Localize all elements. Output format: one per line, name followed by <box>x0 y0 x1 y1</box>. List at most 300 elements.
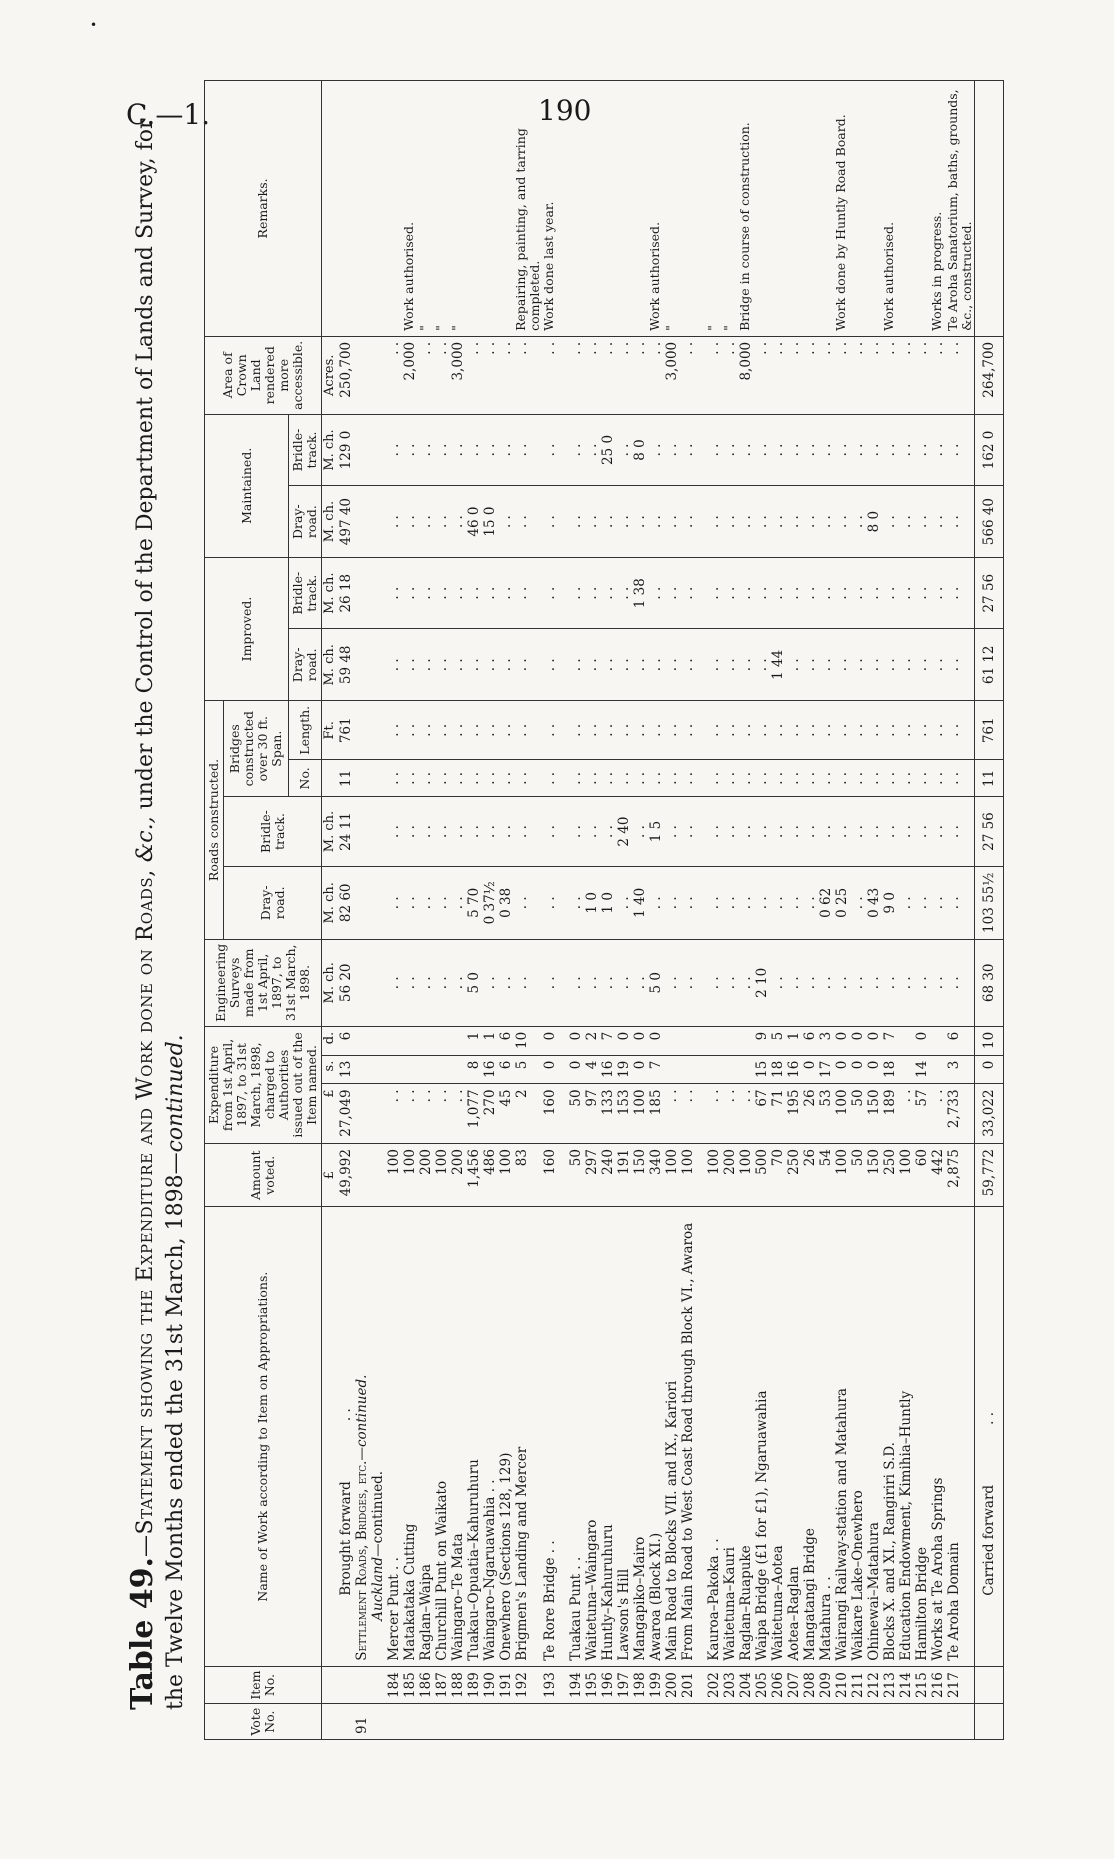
cell-br-no: . . <box>542 760 558 797</box>
cell-area: . . <box>584 336 600 414</box>
cell-mt-bridle: . . <box>834 414 850 486</box>
cell-mt-bridle: . . <box>914 414 930 486</box>
cell-im-bridle: . . <box>386 557 402 629</box>
cell-remarks: " <box>434 81 450 337</box>
col-im-dray: Dray-road. <box>289 629 322 701</box>
cell-amount: 100 <box>664 1144 680 1207</box>
bf-br-len: 761 <box>338 701 354 760</box>
cell-im-dray: . . <box>450 629 466 701</box>
cell-im-bridle: . . <box>648 557 664 629</box>
unit-exp-l: £ <box>322 1084 339 1144</box>
cell-rc-bridle: . . <box>450 797 466 867</box>
cell-br-no: . . <box>568 760 584 797</box>
cell-surveys: . . <box>386 939 402 1026</box>
cell-name: Raglan–Ruapuke <box>738 1207 754 1666</box>
cell-exp-d: 6 <box>946 1026 975 1055</box>
cell-empty <box>418 1704 434 1740</box>
cell-exp-s: 5 <box>514 1055 542 1084</box>
cell-rc-dray: . . <box>706 866 722 939</box>
cell-amount: 150 <box>866 1144 882 1207</box>
unit-exp-d: d. <box>322 1026 339 1055</box>
cell-area: . . <box>632 336 648 414</box>
cell-rc-dray: . . <box>946 866 975 939</box>
cell-rc-bridle: . . <box>930 797 946 867</box>
cell-exp-s: 16 <box>600 1055 616 1084</box>
cell-surveys: . . <box>898 939 914 1026</box>
cell-br-no: . . <box>664 760 680 797</box>
cell-amount: 100 <box>834 1144 850 1207</box>
cell-rc-dray: . . <box>914 866 930 939</box>
cell-empty <box>450 1704 466 1740</box>
cell-rc-bridle: . . <box>706 797 722 867</box>
cell-area: . . <box>802 336 818 414</box>
cell-remarks <box>754 81 770 337</box>
cell-exp-l: 57 <box>914 1084 930 1144</box>
cell-exp-d: 7 <box>882 1026 898 1055</box>
cell-amount: 26 <box>802 1144 818 1207</box>
cell-br-no: . . <box>600 760 616 797</box>
cell-name: Te Aroha Domain <box>946 1207 975 1666</box>
cell-remarks <box>498 81 514 337</box>
cell-name: Onewhero (Sections 128, 129) <box>498 1207 514 1666</box>
cell-surveys: . . <box>498 939 514 1026</box>
table-row <box>418 81 434 1740</box>
cell-im-dray: . . <box>600 629 616 701</box>
cell-name: Wairangi Railway-station and Matahura <box>834 1207 850 1666</box>
cell-rc-bridle: . . <box>466 797 482 867</box>
cell-item: 216 <box>930 1666 946 1704</box>
cell-im-dray: . . <box>930 629 946 701</box>
cell-amount: 100 <box>498 1144 514 1207</box>
cell-im-dray: . . <box>418 629 434 701</box>
cell-item: 194 <box>568 1666 584 1704</box>
cell-name: Mangapiko–Mairo <box>632 1207 648 1666</box>
cell-exp-d: 0 <box>834 1026 850 1055</box>
cell-rc-bridle: . . <box>802 797 818 867</box>
cell-rc-dray: . . <box>786 866 802 939</box>
table-body <box>322 81 975 1740</box>
cf-im-dray: 61 12 <box>975 629 1004 701</box>
cell-im-bridle: . . <box>770 557 786 629</box>
cell-area: . . <box>434 336 450 414</box>
cell-mt-dray: . . <box>632 486 648 558</box>
table-footer <box>975 81 1004 1740</box>
cell-empty <box>648 1704 664 1740</box>
cell-rc-dray: . . <box>850 866 866 939</box>
col-maintained: Maintained. <box>205 414 289 557</box>
cell-rc-dray: . . <box>450 866 466 939</box>
cell-item: 215 <box>914 1666 930 1704</box>
cell-mt-bridle: . . <box>542 414 558 486</box>
cell-mt-bridle: . . <box>770 414 786 486</box>
cell-empty <box>600 1704 616 1740</box>
title-text-b: &c., <box>133 816 158 863</box>
cell-br-no: . . <box>818 760 834 797</box>
section-heading-row <box>354 81 386 1740</box>
cell-amount: 150 <box>632 1144 648 1207</box>
title-text-a: —Statement showing the Expenditure and Work done on Roads, <box>133 869 158 1557</box>
cell-surveys: . . <box>866 939 882 1026</box>
cell-empty <box>802 1704 818 1740</box>
cell-mt-bridle: . . <box>434 414 450 486</box>
cell-mt-bridle: . . <box>664 414 680 486</box>
cell-item: 193 <box>542 1666 558 1704</box>
cell-item: 217 <box>946 1666 975 1704</box>
cell-remarks: " <box>706 81 722 337</box>
cell-rc-bridle: . . <box>754 797 770 867</box>
bf-mt-dray: 497 40 <box>338 486 354 558</box>
cell-im-bridle: . . <box>568 557 584 629</box>
table-row <box>664 81 680 1740</box>
cell-mt-bridle: . . <box>722 414 738 486</box>
cell-empty <box>770 1704 786 1740</box>
cell-area: . . <box>898 336 914 414</box>
cell-area: 2,000 <box>402 336 418 414</box>
unit-mt-dray: M. ch. <box>322 486 339 558</box>
cell-exp-s: 18 <box>770 1055 786 1084</box>
cell-name: Works at Te Aroha Springs <box>930 1207 946 1666</box>
cf-rc-bridle: 27 56 <box>975 797 1004 867</box>
cell-empty <box>818 1704 834 1740</box>
cell-im-dray: . . <box>542 629 558 701</box>
cell-mt-bridle: . . <box>498 414 514 486</box>
cell-rc-dray: . . <box>738 866 754 939</box>
cell-rc-bridle: . . <box>664 797 680 867</box>
cell-rc-bridle: . . <box>434 797 450 867</box>
cell-rc-bridle: . . <box>946 797 975 867</box>
cell-empty <box>680 1704 696 1740</box>
cell-amount: 250 <box>882 1144 898 1207</box>
cell-rc-dray: 1 40 <box>632 866 648 939</box>
cell-remarks: Work authorised. <box>402 81 418 337</box>
cell-surveys: . . <box>930 939 946 1026</box>
cell-rc-bridle: . . <box>680 797 696 867</box>
cell-empty <box>542 1704 558 1740</box>
cell-br-no: . . <box>898 760 914 797</box>
cell-rc-dray: . . <box>770 866 786 939</box>
cell-amount: 54 <box>818 1144 834 1207</box>
cell-br-no: . . <box>770 760 786 797</box>
cell-im-dray: . . <box>386 629 402 701</box>
cell-br-no: . . <box>386 760 402 797</box>
unit-im-dray: M. ch. <box>322 629 339 701</box>
cell-name: Ohinewai–Matahura <box>866 1207 882 1666</box>
cell-surveys: . . <box>542 939 558 1026</box>
cell-br-len: . . <box>738 701 754 760</box>
col-amount: Amount voted. <box>205 1144 322 1207</box>
cell-exp-l: 100 <box>632 1084 648 1144</box>
cell-im-bridle: . . <box>786 557 802 629</box>
page-number: 190 <box>538 94 592 127</box>
cf-area: 264,700 <box>975 336 1004 414</box>
cell-remarks <box>850 81 866 337</box>
cell-exp-l: 133 <box>600 1084 616 1144</box>
cell-rc-bridle: . . <box>386 797 402 867</box>
cell-mt-dray: . . <box>802 486 818 558</box>
cell-br-no: . . <box>466 760 482 797</box>
cell-mt-bridle: . . <box>882 414 898 486</box>
cell-empty <box>914 1704 930 1740</box>
cell-rc-bridle: . . <box>542 797 558 867</box>
cell-area: . . <box>482 336 498 414</box>
cell-empty <box>850 1704 866 1740</box>
cell-br-len: . . <box>498 701 514 760</box>
cell-amount: 500 <box>754 1144 770 1207</box>
cell-remarks: Bridge in course of construction. <box>738 81 754 337</box>
cell-remarks <box>866 81 882 337</box>
cell-item: 192 <box>514 1666 542 1704</box>
cell-mt-dray: . . <box>850 486 866 558</box>
cell-name: Waikare Lake–Onewhero <box>850 1207 866 1666</box>
unit-im-bridle: M. ch. <box>322 557 339 629</box>
cell-br-no: . . <box>866 760 882 797</box>
cell-mt-bridle: . . <box>402 414 418 486</box>
cell-rc-dray: . . <box>386 866 402 939</box>
section-heading: Settlement Roads, Bridges, etc.—continued. Auckland—continued. <box>354 1207 386 1666</box>
cell-br-len: . . <box>402 701 418 760</box>
cell-exp-l: . . <box>450 1084 466 1144</box>
cell-area: . . <box>542 336 558 414</box>
cell-im-dray: . . <box>738 629 754 701</box>
cell-item: 191 <box>498 1666 514 1704</box>
table-row <box>482 81 498 1740</box>
cell-item: 207 <box>786 1666 802 1704</box>
bf-surveys: 56 20 <box>338 939 354 1026</box>
cell-empty <box>498 1704 514 1740</box>
cell-area: . . <box>850 336 866 414</box>
cell-rc-bridle: 1 5 <box>648 797 664 867</box>
cell-br-len: . . <box>482 701 498 760</box>
cell-area: . . <box>946 336 975 414</box>
cell-exp-l: 26 <box>802 1084 818 1144</box>
cell-br-no: . . <box>648 760 664 797</box>
carried-forward-label: Carried forward . . <box>975 1207 1004 1666</box>
cell-item: 211 <box>850 1666 866 1704</box>
cf-amount: 59,772 <box>975 1144 1004 1207</box>
col-improved: Improved. <box>205 557 289 700</box>
cell-exp-d: 6 <box>498 1026 514 1055</box>
cell-surveys: . . <box>434 939 450 1026</box>
cell-rc-bridle: 2 40 <box>616 797 632 867</box>
cell-exp-s: 16 <box>786 1055 802 1084</box>
cell-exp-d: 6 <box>802 1026 818 1055</box>
cell-rc-dray: . . <box>802 866 818 939</box>
cell-br-no: . . <box>680 760 696 797</box>
cell-im-bridle: . . <box>482 557 498 629</box>
cell-im-bridle: . . <box>680 557 696 629</box>
cell-remarks: Works in progress. <box>930 81 946 337</box>
cell-name: Waipa Bridge (£1 for £1), Ngaruawahia <box>754 1207 770 1666</box>
cell-rc-dray: 9 0 <box>882 866 898 939</box>
cell-area: . . <box>770 336 786 414</box>
cell-remarks <box>786 81 802 337</box>
cell-im-bridle: . . <box>514 557 542 629</box>
table-row <box>386 81 402 1740</box>
cell-exp-l: 50 <box>850 1084 866 1144</box>
cell-amount: 250 <box>786 1144 802 1207</box>
cell-im-bridle: . . <box>706 557 722 629</box>
cell-item: 210 <box>834 1666 850 1704</box>
cell-im-dray: . . <box>834 629 850 701</box>
bf-im-dray: 59 48 <box>338 629 354 701</box>
cell-surveys: . . <box>946 939 975 1026</box>
cell-br-len: . . <box>930 701 946 760</box>
cell-exp-s: 17 <box>818 1055 834 1084</box>
cell-remarks <box>466 81 482 337</box>
cell-empty <box>754 1704 770 1740</box>
cell-rc-bridle: . . <box>914 797 930 867</box>
cell-im-dray: . . <box>754 629 770 701</box>
cell-area: . . <box>706 336 722 414</box>
bf-im-bridle: 26 18 <box>338 557 354 629</box>
cell-item: 196 <box>600 1666 616 1704</box>
cell-amount: 100 <box>898 1144 914 1207</box>
cell-amount: 200 <box>722 1144 738 1207</box>
cell-im-dray: . . <box>706 629 722 701</box>
cell-exp-s <box>722 1055 738 1084</box>
cell-exp-d <box>706 1026 722 1055</box>
cell-remarks: Repairing, painting, and tarring completed. <box>514 81 542 337</box>
cell-exp-d <box>418 1026 434 1055</box>
cell-rc-dray: . . <box>930 866 946 939</box>
cell-rc-dray: . . <box>664 866 680 939</box>
bf-exp-s: 13 <box>338 1055 354 1084</box>
cell-exp-d: 0 <box>866 1026 882 1055</box>
cell-im-bridle: . . <box>850 557 866 629</box>
cell-name: Waitetuna–Kauri <box>722 1207 738 1666</box>
unit-surveys: M. ch. <box>322 939 339 1026</box>
cell-mt-dray: 15 0 <box>482 486 498 558</box>
cell-rc-dray: . . <box>568 866 584 939</box>
cell-im-dray: . . <box>648 629 664 701</box>
cell-name: Awaroa (Block XI.) <box>648 1207 664 1666</box>
cell-rc-bridle: . . <box>738 797 754 867</box>
cell-exp-s: 0 <box>866 1055 882 1084</box>
cell-exp-d: 0 <box>616 1026 632 1055</box>
cell-amount: 160 <box>542 1144 558 1207</box>
cell-surveys: . . <box>632 939 648 1026</box>
cell-im-dray: . . <box>680 629 696 701</box>
cell-name: Blocks X. and XI., Rangiriri S.D. <box>882 1207 898 1666</box>
cell-im-bridle: . . <box>898 557 914 629</box>
cell-exp-l: . . <box>386 1084 402 1144</box>
cell-amount: 1,456 <box>466 1144 482 1207</box>
cell-rc-bridle: . . <box>600 797 616 867</box>
carried-forward-row <box>975 81 1004 1740</box>
cell-mt-bridle: . . <box>514 414 542 486</box>
col-mt-bridle: Bridle-track. <box>289 414 322 486</box>
cell-surveys: . . <box>882 939 898 1026</box>
cell-surveys: . . <box>914 939 930 1026</box>
cell-surveys: . . <box>514 939 542 1026</box>
cell-br-len: . . <box>866 701 882 760</box>
cell-mt-dray: . . <box>434 486 450 558</box>
cell-exp-d <box>738 1026 754 1055</box>
cell-empty <box>402 1704 418 1740</box>
cell-mt-dray: . . <box>616 486 632 558</box>
cell-br-len: . . <box>514 701 542 760</box>
col-br-no: No. <box>289 760 322 797</box>
cell-br-len: . . <box>754 701 770 760</box>
cell-br-len: . . <box>648 701 664 760</box>
cell-area: . . <box>866 336 882 414</box>
cell-name: Te Rore Bridge . . <box>542 1207 558 1666</box>
cell-exp-l: 2 <box>514 1084 542 1144</box>
cell-empty <box>866 1704 882 1740</box>
cell-surveys: 5 0 <box>466 939 482 1026</box>
cell-exp-d <box>930 1026 946 1055</box>
row-spacer <box>558 81 568 1740</box>
cell-area: . . <box>914 336 930 414</box>
cell-amount: 100 <box>680 1144 696 1207</box>
cell-item: 204 <box>738 1666 754 1704</box>
brought-forward-row <box>338 81 354 1740</box>
table-row <box>466 81 482 1740</box>
cell-exp-l: 150 <box>866 1084 882 1144</box>
cell-br-len: . . <box>802 701 818 760</box>
cell-area: . . <box>786 336 802 414</box>
cell-br-no: . . <box>786 760 802 797</box>
cell-mt-dray: 46 0 <box>466 486 482 558</box>
cell-surveys: . . <box>818 939 834 1026</box>
cell-br-no: . . <box>914 760 930 797</box>
cell-rc-dray: . . <box>418 866 434 939</box>
cell-mt-bridle: . . <box>802 414 818 486</box>
cell-im-dray: . . <box>664 629 680 701</box>
cell-exp-d <box>722 1026 738 1055</box>
cell-area: . . <box>600 336 616 414</box>
cell-exp-s <box>664 1055 680 1084</box>
cell-exp-l: . . <box>680 1084 696 1144</box>
cell-area: 8,000 <box>738 336 754 414</box>
cell-empty <box>664 1704 680 1740</box>
cell-exp-l: 185 <box>648 1084 664 1144</box>
cell-item: 189 <box>466 1666 482 1704</box>
cell-amount: 100 <box>706 1144 722 1207</box>
cf-exp-d: 10 <box>975 1026 1004 1055</box>
table-row <box>450 81 466 1740</box>
cell-mt-dray: . . <box>450 486 466 558</box>
cell-empty <box>514 1704 542 1740</box>
cell-exp-s: 6 <box>498 1055 514 1084</box>
cell-br-len: . . <box>834 701 850 760</box>
table-row <box>434 81 450 1740</box>
cell-rc-dray: 0 37½ <box>482 866 498 939</box>
cell-area: . . <box>648 336 664 414</box>
cell-surveys: . . <box>680 939 696 1026</box>
cell-exp-s <box>402 1055 418 1084</box>
cell-exp-l: 97 <box>584 1084 600 1144</box>
cell-mt-dray: . . <box>600 486 616 558</box>
cell-amount: 100 <box>402 1144 418 1207</box>
cell-rc-bridle: . . <box>514 797 542 867</box>
cell-exp-d: 1 <box>786 1026 802 1055</box>
cell-mt-dray: . . <box>914 486 930 558</box>
cell-exp-s: 8 <box>466 1055 482 1084</box>
cell-amount: 240 <box>600 1144 616 1207</box>
table-row <box>600 81 616 1740</box>
cell-item: 187 <box>434 1666 450 1704</box>
cell-rc-bridle: . . <box>498 797 514 867</box>
cell-br-no: . . <box>802 760 818 797</box>
table-row <box>914 81 930 1740</box>
table-row <box>770 81 786 1740</box>
cell-rc-bridle: . . <box>418 797 434 867</box>
cell-remarks <box>568 81 584 337</box>
cell-exp-l: 71 <box>770 1084 786 1144</box>
cell-name: Raglan–Waipa <box>418 1207 434 1666</box>
cell-surveys: . . <box>664 939 680 1026</box>
